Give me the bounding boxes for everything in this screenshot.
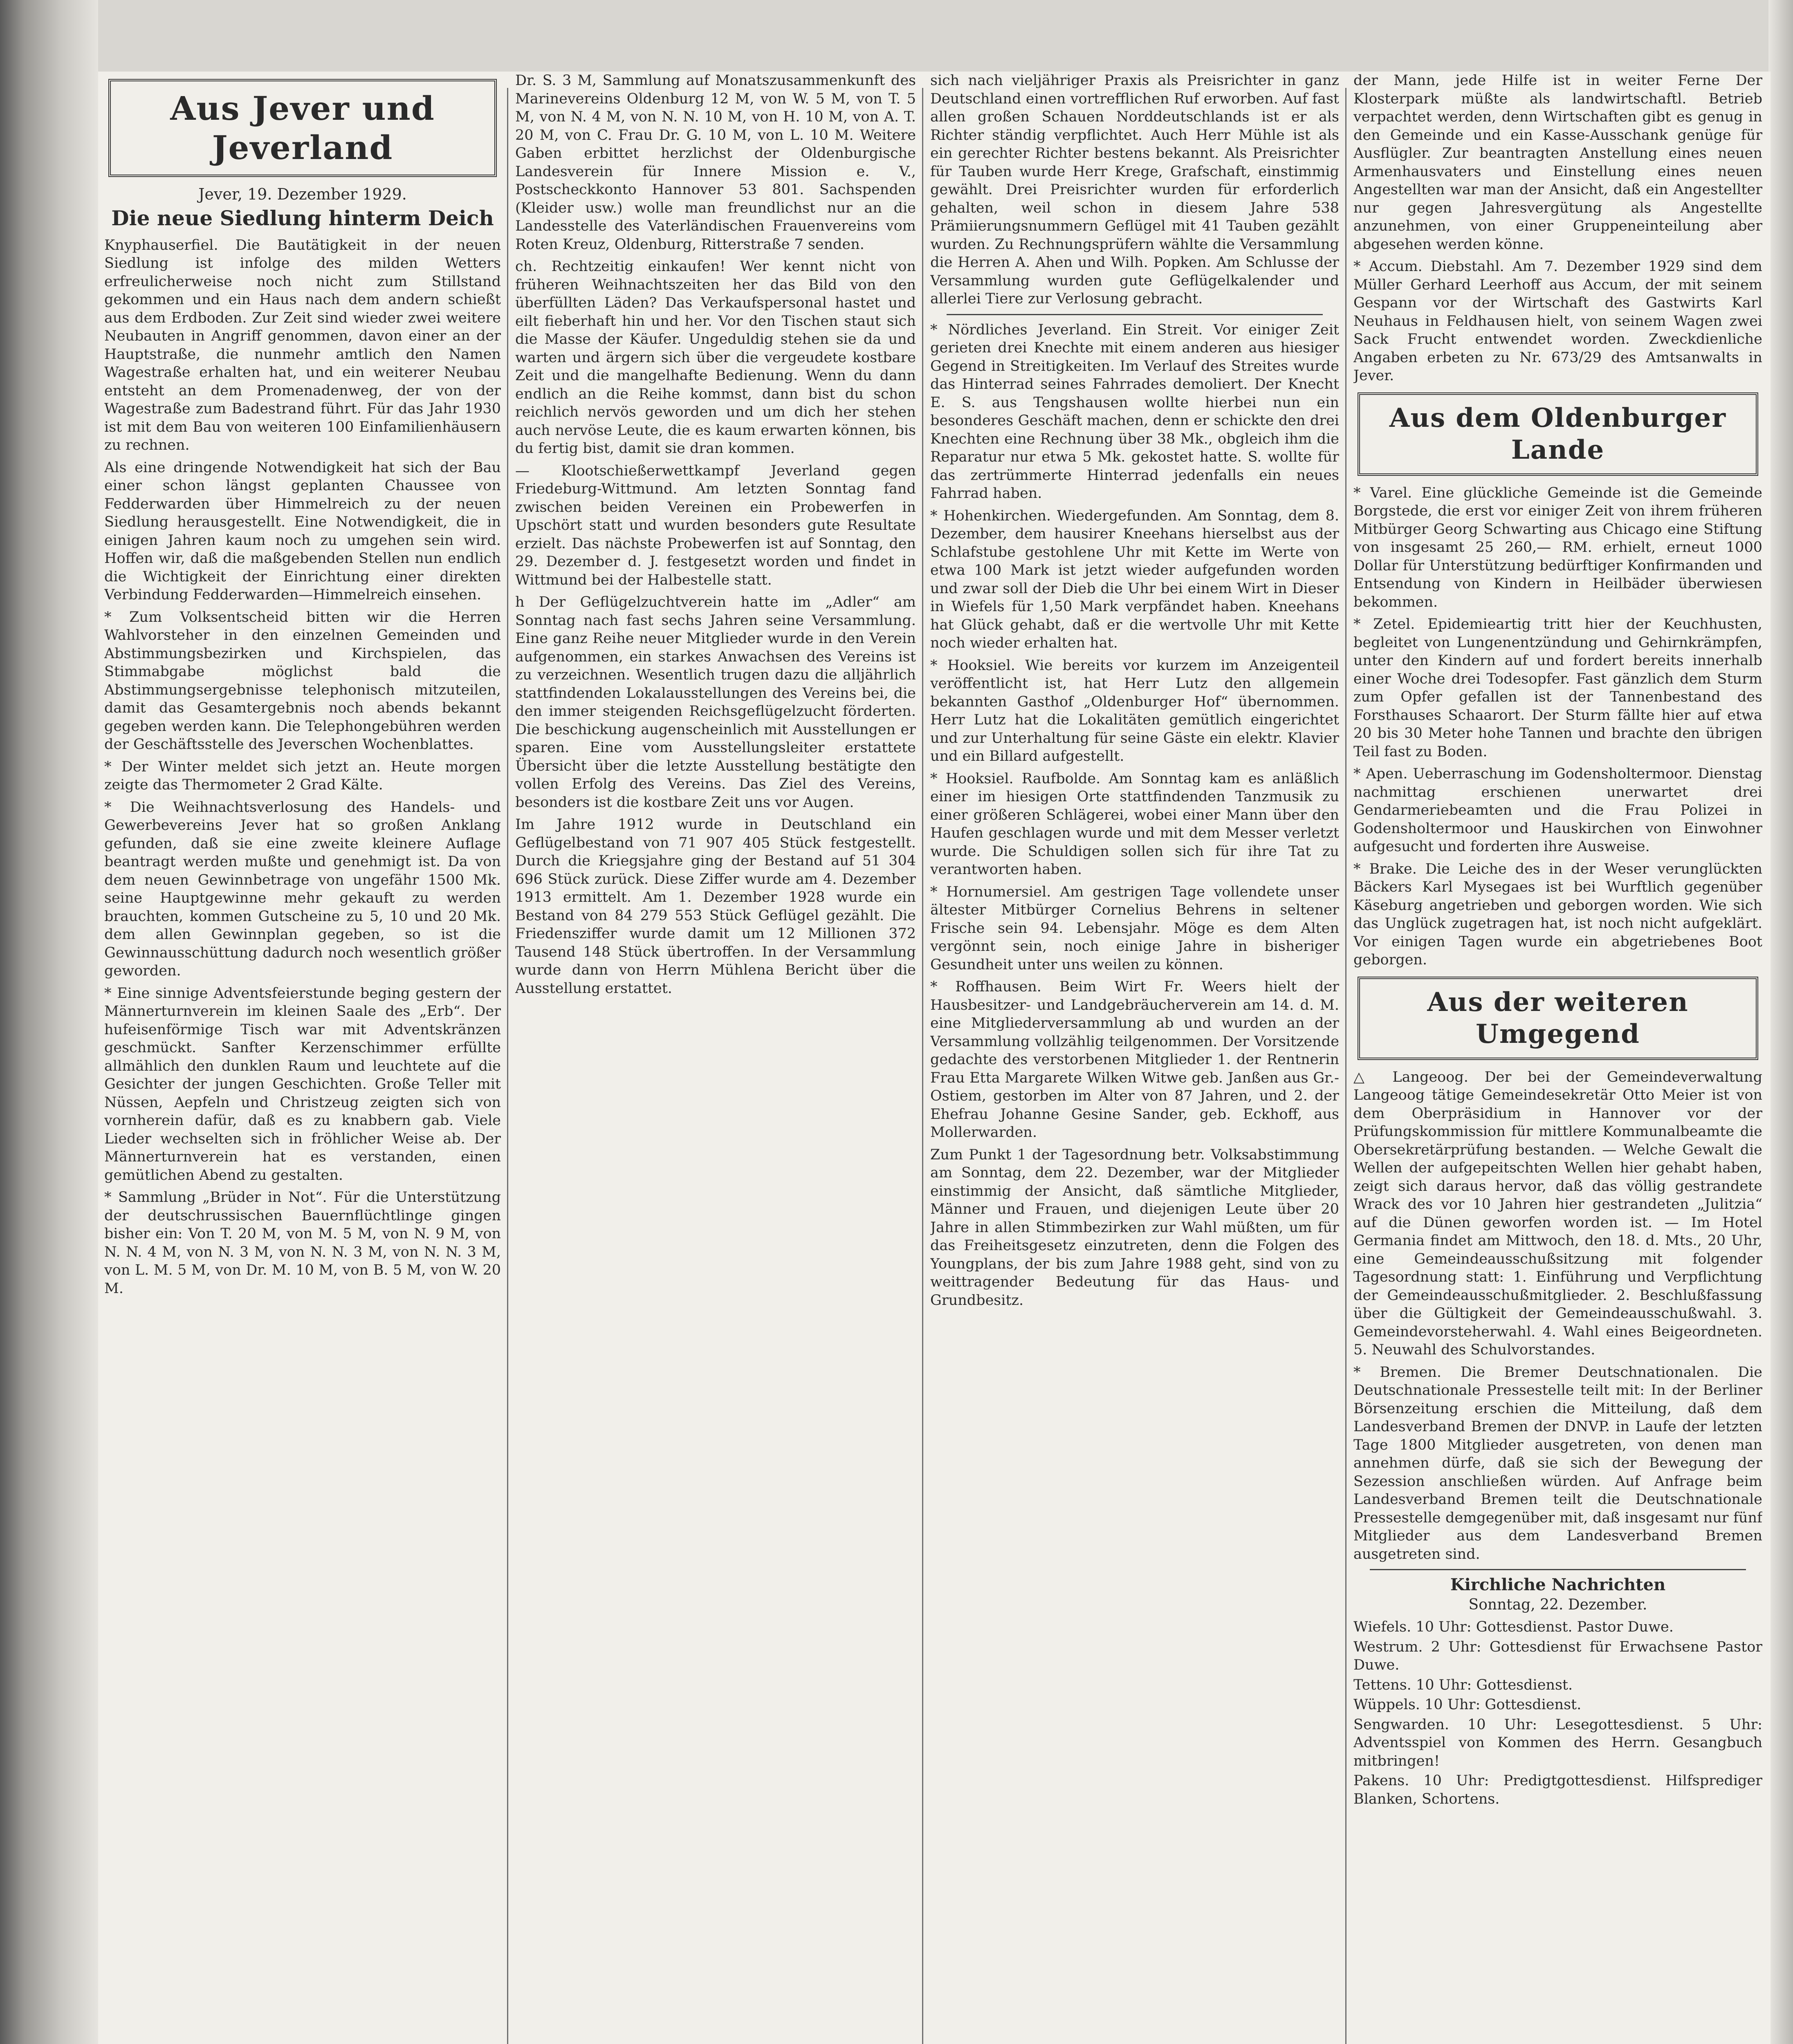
article-paragraph: der Mann, jede Hilfe ist in weiter Ferne Der Klosterpark müßte als landwirtschaftl. Betrieb verpachtet werden, denn Wirtschaften gibt es genug in den Gemeinde und ein Kasse-Ausschank genüge für Ausflügler. Zur beantragten Anstellung eines neuen Armenhausvaters und Einstellung eines neuen Angestellten war man der Ansicht, daß ein Angestellter nur gegen Jahresvergütung als Angestellte anzunehmen, von einer Gruppeneinteilung aber abgesehen werden könne. [1353, 72, 1762, 253]
church-news-title: Kirchliche Nachrichten [1450, 1575, 1666, 1594]
section-masthead-jever: Aus Jever und Jeverland [108, 79, 497, 177]
article-paragraph: * Nördliches Jeverland. Ein Streit. Vor einiger Zeit gerieten drei Knechte mit einem anderen aus hiesiger Gegend in Streitigkeiten. Im Verlauf des Streites wurde das Hinterrad seines Fahrrades demoliert. Der Knecht E. S. aus Tengshausen wollte hierbei nun ein besonderes Geschäft machen, denn er schickte den drei Knechten eine Rechnung über 38 Mk., obgleich ihm die Reparatur nur etwa 5 Mk. gekostet hatte. S. wollte für das zertrümmerte Hinterrad jedenfalls ein neues Fahrrad haben. [930, 321, 1339, 502]
list-item: Wiefels. 10 Uhr: Gottesdienst. Pastor Duwe. [1353, 1619, 1674, 1635]
article-paragraph: * Zum Volksentscheid bitten wir die Herren Wahlvorsteher in den einzelnen Gemeinden und Abstimmungsbezirken und Kirchspielen, das Stimmabgabe möglichst bald die Abstimmungsergebnisse telephonisch mitzuteilen, damit das Gesamtergebnis noch abends bekannt gegeben werden kann. Die Telephongebühren werden der Geschäftsstelle des Jeverschen Wochenblattes. [104, 609, 501, 753]
column-3 [930, 72, 1339, 2044]
headline: Die neue Siedlung hinterm Deich [111, 206, 494, 230]
article-paragraph: * Sammlung „Brüder in Not“. Für die Unterstützung der deutschrussischen Bauernflüchtlinge gingen bisher ein: Von T. 20 M, von M. 5 M, von N. 9 M, von N. N. 4 M, von N. 3 M, von N. N. 3 M, von N. N. 3 M, von L. M. 5 M, von Dr. M. 10 M, von B. 5 M, von W. 20 M. [104, 1189, 501, 1297]
column-4 [1353, 72, 1762, 2044]
divider [1370, 1569, 1746, 1570]
article-paragraph: * Hooksiel. Raufbolde. Am Sonntag kam es anläßlich einer im hiesigen Orte stattfindenden Tanzmusik zu einer größeren Schlägerei, wobei einer Mann über den Haufen geschlagen wurde und mit dem Messer verletzt wurde. Die Schuldigen sollen sich für ihre Tat zu verantworten haben. [930, 770, 1339, 878]
church-news-date: Sonntag, 22. Dezember. [1468, 1596, 1647, 1613]
column-rule [1345, 88, 1346, 2044]
article-paragraph: * Eine sinnige Adventsfeierstunde beging gestern der Männerturnverein im kleinen Saale des „Erb“. Der hufeisenförmige Tisch war mit Adventskränzen geschmückt. Sanfter Kerzenschimmer erfüllte allmählich den dunklen Raum und leuchtete auf die Gesichter der jungen Geschichten. Große Teller mit Nüssen, Aepfeln und Christzeug zeigten sich von vornherein dafür, daß es zu knabbern gab. Viele Lieder wechselten sich in fröhlicher Weise ab. Der Männerturnverein hat es verstanden, einen gemütlichen Abend zu gestalten. [104, 985, 501, 1183]
list-item: Westrum. 2 Uhr: Gottesdienst für Erwachsene Pastor Duwe. [1353, 1638, 1762, 1673]
article-paragraph: * Hohenkirchen. Wiedergefunden. Am Sonntag, dem 8. Dezember, dem hausirer Kneehans hierselbst aus der Schlafstube gestohlene Uhr mit Kette im Werte von etwa 100 Mark ist jetzt wieder aufgefunden worden und zwar soll der Dieb die Uhr bei einem Wirt in Dieser in Wiefels für 1,50 Mark verpfändet haben. Kneehans hat Glück gehabt, daß er die wertvolle Uhr mit Kette noch wieder erhalten hat. [930, 507, 1339, 651]
list-item: Pakens. 10 Uhr: Predigtgottesdienst. Hilfsprediger Blanken, Schortens. [1353, 1773, 1762, 1807]
article-paragraph: h Der Geflügelzuchtverein hatte im „Adler“ am Sonntag nach fast sechs Jahren seine Versammlung. Eine ganz Reihe neuer Mitglieder wurde in den Verein aufgenommen, ein starkes Anwachsen des Vereins ist zu verzeichnen. Wesentlich trugen dazu die alljährlich stattfindenden Lokalausstellungen des Vereins bei, die den immer steigenden Reichsgeflügelzucht förderten. Die beschickung augenscheinlich mit Ausstellungen er sparen. Eine vom Ausstellungsleiter erstattete Übersicht über die letzte Ausstellung bestätigte den vollen Erfolg des Vereins. Das Ziel des Vereins, besonders ist die kostbare Zeit uns vor Augen. [515, 594, 916, 811]
article-paragraph: * Apen. Ueberraschung im Godensholtermoor. Dienstag nachmittag erschienen unerwartet drei Gendarmeriebeamten und die Frau Polizei in Godensholtermoor und Hauskirchen von Einwohner aufgesucht und forderten ihre Ausweise. [1353, 766, 1762, 855]
newspaper-page [98, 72, 1771, 2044]
section-masthead-umgegend: Aus der weiteren Umgegend [1358, 977, 1758, 1060]
list-item: Tettens. 10 Uhr: Gottesdienst. [1353, 1676, 1573, 1693]
article-paragraph: Als eine dringende Notwendigkeit hat sich der Bau einer schon längst geplanten Chaussee von Fedderwarden über Himmelreich zu der neuen Siedlung herausgestellt. Eine Notwendigkeit, die in einigen Jahren kaum noch zu umgehen sein wird. Hoffen wir, daß die maßgebenden Stellen nun endlich die Wichtigkeit der Einrichtung einer direkten Verbindung Fedderwarden—Himmelreich einsehen. [104, 459, 501, 603]
article-paragraph: Knyphauserfiel. Die Bautätigkeit in der neuen Siedlung ist infolge des milden Wetters erfreulicherweise noch nicht zum Stillstand gekommen und ein Haus nach dem andern schießt aus dem Erdboden. Zur Zeit sind wieder zwei weitere Neubauten in Angriff genommen, davon einer an der Hauptstraße, die nunmehr amtlich den Namen Wagestraße erhalten hat, und ein weiterer Neubau entsteht an dem Promenadenweg, der von der Wagestraße zum Badestrand führt. Für das Jahr 1930 ist mit dem Bau von weiteren 100 Einfamilienhäusern zu rechnen. [104, 237, 501, 453]
article-paragraph: * Zetel. Epidemieartig tritt hier der Keuchhusten, begleitet von Lungenentzündung und Gehirnkrämpfen, unter den Kindern auf und fordert bereits innerhalb einer Woche drei Todesopfer. Fast gänzlich dem Sturm zum Opfer gefallen ist der Tannenbestand des Forsthauses Schaarort. Der Sturm fällte hier auf etwa 20 bis 30 Meter hohe Tannen und brachte den übrigen Teil fast zu Boden. [1353, 616, 1762, 760]
list-item: Wüppels. 10 Uhr: Gottesdienst. [1353, 1697, 1582, 1713]
article-paragraph: * Hornumersiel. Am gestrigen Tage vollendete unser ältester Mitbürger Cornelius Behrens in seltener Frische sein 94. Lebensjahr. Möge es dem Alten vergönnt sein, noch einige Jahre in bisheriger Gesundheit unter uns weilen zu können. [930, 883, 1339, 973]
column-rule [922, 88, 923, 2044]
section-masthead-oldenburg: Aus dem Oldenburger Lande [1358, 392, 1758, 476]
article-paragraph: Dr. S. 3 M, Sammlung auf Monatszusammenkunft des Marinevereins Oldenburg 12 M, von W. 5 M, von T. 5 M, von N. 4 M, von N. N. 10 M, von H. 10 M, von A. T. 20 M, von C. Frau Dr. G. 10 M, von L. 10 M. Weitere Gaben erbittet herzlichst der Oldenburgische Landesverein für Innere Mission e. V., Postscheckkonto Hannover 53 801. Sachspenden (Kleider usw.) wolle man freundlichst nur an die Landesstelle des Vaterländischen Frauenvereins vom Roten Kreuz, Oldenburg, Ritterstraße 7 senden. [515, 72, 916, 253]
divider [947, 314, 1323, 315]
article-paragraph: * Roffhausen. Beim Wirt Fr. Weers hielt der Hausbesitzer- und Landgebräucherverein am 14. d. M. eine Mitgliederversammlung ab und wurden an der Versammlung vollzählig teilgenommen. Der Vorsitzende gedachte des verstorbenen Mitglieder 1. der Rentnerin Frau Etta Margarete Wilken Witwe geb. Janßen aus Gr.-Ostiem, gestorben im Alter von 87 Jahren, und 2. der Ehefrau Johanne Gesine Sander, geb. Eckhoff, aus Mollerwarden. [930, 979, 1339, 1141]
list-item: Sengwarden. 10 Uhr: Lesegottesdienst. 5 Uhr: Adventsspiel von Kommen des Herrn. Gesangbuch mitbringen! [1353, 1716, 1762, 1769]
article-paragraph: Im Jahre 1912 wurde in Deutschland ein Geflügelbestand von 71 907 405 Stück festgestellt. Durch die Kriegsjahre ging der Bestand auf 51 304 696 Stück zurück. Diese Ziffer wurde am 4. Dezember 1913 ermittelt. Am 1. Dezember 1928 wurde ein Bestand von 84 279 553 Stück Geflügel gezählt. Die Friedensziffer wurde damit um 12 Millionen 372 Tausend 148 Stück übertroffen. In der Versammlung wurde dann von Herrn Mühlena Bericht über die Ausstellung erstattet. [515, 816, 916, 997]
book-gutter-shadow [0, 0, 98, 2044]
article-paragraph: * Bremen. Die Bremer Deutschnationalen. Die Deutschnationale Pressestelle teilt mit: In der Berliner Börsenzeitung erschien die Mitteilung, daß dem Landesverband Bremen der DNVP. in Laufe der letzten Tage 1800 Mitglieder ausgetreten, von denen man annehmen dürfe, daß sie sich der Bewegung der Sezession anschließen würden. Auf Anfrage beim Landesverband Bremen teilt die Deutschnationale Pressestelle demgegenüber mit, daß insgesamt nur fünf Mitglieder aus dem Landesverband Bremen ausgetreten sind. [1353, 1364, 1762, 1562]
page-edge-shadow [1768, 0, 1793, 2044]
article-paragraph: * Der Winter meldet sich jetzt an. Heute morgen zeigte das Thermometer 2 Grad Kälte. [104, 758, 501, 793]
article-paragraph: * Brake. Die Leiche des in der Weser verunglückten Bäckers Karl Mysegaes ist bei Wurftlich gegenüber Käseburg angetrieben und geborgen worden. Wie sich das Unglück zugetragen hat, ist noch nicht aufgeklärt. Vor einigen Tagen wurde ein abgetriebenes Boot geborgen. [1353, 861, 1762, 968]
article-paragraph: * Varel. Eine glückliche Gemeinde ist die Gemeinde Borgstede, die erst vor einiger Zeit von ihrem früheren Mitbürger Georg Schwarting aus Chicago eine Stiftung von insgesamt 25 260,— RM. erhielt, erneut 1000 Dollar für Unterstützung bedürftiger Konfirmanden und Entsendung von Kindern in Heilbäder überwiesen bekommen. [1353, 484, 1762, 610]
article-paragraph: ch. Rechtzeitig einkaufen! Wer kennt nicht von früheren Weihnachtszeiten her das Bild von den überfüllten Läden? Das Verkaufspersonal hastet und eilt fieberhaft hin und her. Vor den Tischen staut sich die Masse der Käufer. Ungeduldig stehen sie da und warten und ärgern sich über die vergeudete kostbare Zeit und die mangelhafte Bedienung. Wenn du dann endlich an die Reihe kommst, dann bist du schon reichlich nervös geworden und um dich her stehen auch nervöse Leute, die es kaum erwarten können, bis du fertig bist, damit sie dran kommen. [515, 258, 916, 457]
article-paragraph: * Hooksiel. Wie bereits vor kurzem im Anzeigenteil veröffentlicht ist, hat Herr Lutz den allgemein bekannten Gasthof „Oldenburger Hof“ übernommen. Herr Lutz hat die Lokalitäten gemütlich eingerichtet und zur Unterhaltung für seine Gäste ein elektr. Klavier und ein Billard aufgestellt. [930, 657, 1339, 764]
article-paragraph: △ Langeoog. Der bei der Gemeindeverwaltung Langeoog tätige Gemeindesekretär Otto Meier ist von dem Oberpräsidium in Hannover vor der Prüfungskommission für mittlere Kommunalbeamte die Obersekretärprüfung bestanden. — Welche Gewalt die Wellen der aufgepeitschten Wellen hier gehabt haben, zeigt sich daraus hervor, daß das völlig gestrandete Wrack des vor 10 Jahren hier gestrandeten „Julitzia“ auf die Dünen geworfen worden ist. — Im Hotel Germania findet am Mittwoch, den 18. d. Mts., 20 Uhr, eine Gemeindeausschußsitzung mit folgender Tagesordnung statt: 1. Einführung und Verpflichtung der Gemeindeausschußmitglieder. 2. Beschlußfassung über die Gültigkeit der Gemeindeausschußwahl. 3. Gemeindevorsteherwahl. 4. Wahl eines Beigeordneten. 5. Neuwahl des Schulvorstandes. [1353, 1069, 1762, 1358]
article-paragraph: * Die Weihnachtsverlosung des Handels- und Gewerbevereins Jever hat so großen Anklang gefunden, daß sie eine zweite kleinere Auflage beantragt werden mußte und genehmigt ist. Da von dem neuen Gewinnbetrage von ungefähr 1500 Mk. seine Hauptgewinne mehr gekauft zu werden brauchten, kommen Gutscheine zu 5, 10 und 20 Mk. dem allen Gewinnplan gegeben, so ist die Gewinnausschüttung dadurch noch wesentlich größer geworden. [104, 799, 501, 979]
column-2 [515, 72, 916, 2044]
column-1 [104, 72, 501, 2044]
column-rule [507, 88, 508, 2044]
article-paragraph: — Klootschießerwettkampf Jeverland gegen Friedeburg-Wittmund. Am letzten Sonntag fand zwischen beiden Vereinen ein Probewerfen in Upschört statt und wurden besonders gute Resultate erzielt. Das nächste Probewerfen ist auf Sonntag, den 29. Dezember d. J. festgesetzt worden und findet in Wittmund bei der Halbestelle statt. [515, 462, 916, 588]
article-paragraph: Zum Punkt 1 der Tagesordnung betr. Volksabstimmung am Sonntag, dem 22. Dezember, war der Mitglieder einstimmig der Ansicht, daß sämtliche Mitglieder, Männer und Frauen, und diejenigen Leute über 20 Jahre in allen Stimmbezirken zur Wahl müßten, um für das Freiheitsgesetz einzutreten, denn die Folgen des Youngplans, der bis zum Jahre 1988 geht, sind von zu weittragender Bedeutung für das Haus- und Grundbesitz. [930, 1146, 1339, 1309]
church-services-list [1353, 1618, 1762, 1808]
article-paragraph: * Accum. Diebstahl. Am 7. Dezember 1929 sind dem Müller Gerhard Leerhoff aus Accum, der mit seinem Gespann vor der Wirtschaft des Gastwirts Karl Neuhaus in Feldhausen hielt, von seinem Wagen zwei Sack Frucht entwendet worden. Zweckdienliche Angaben erbeten zu Nr. 673/29 des Amtsanwalts in Jever. [1353, 258, 1762, 384]
article-paragraph: sich nach vieljähriger Praxis als Preisrichter in ganz Deutschland einen vortrefflichen Ruf erworben. Auf fast allen großen Schauen Norddeutschlands ist er als Richter ständig verpflichtet. Auch Herr Mühle ist als ein gerechter Richter bestens bekannt. Als Preisrichter für Tauben wurde Herr Krege, Grafschaft, einstimmig gewählt. Drei Preisrichter wurden für erforderlich gehalten, weil schon in diesem Jahre 538 Prämiierungsnummern Geflügel mit 41 Tauben gezählt wurden. Zu Rechnungsprüfern wählte die Versammlung die Herren A. Ahen und Wilh. Popken. Am Schlusse der Versammlung wurden gute Geflügelkalender und allerlei Tiere zur Verlosung gebracht. [930, 72, 1339, 307]
dateline: Jever, 19. Dezember 1929. [198, 185, 407, 203]
